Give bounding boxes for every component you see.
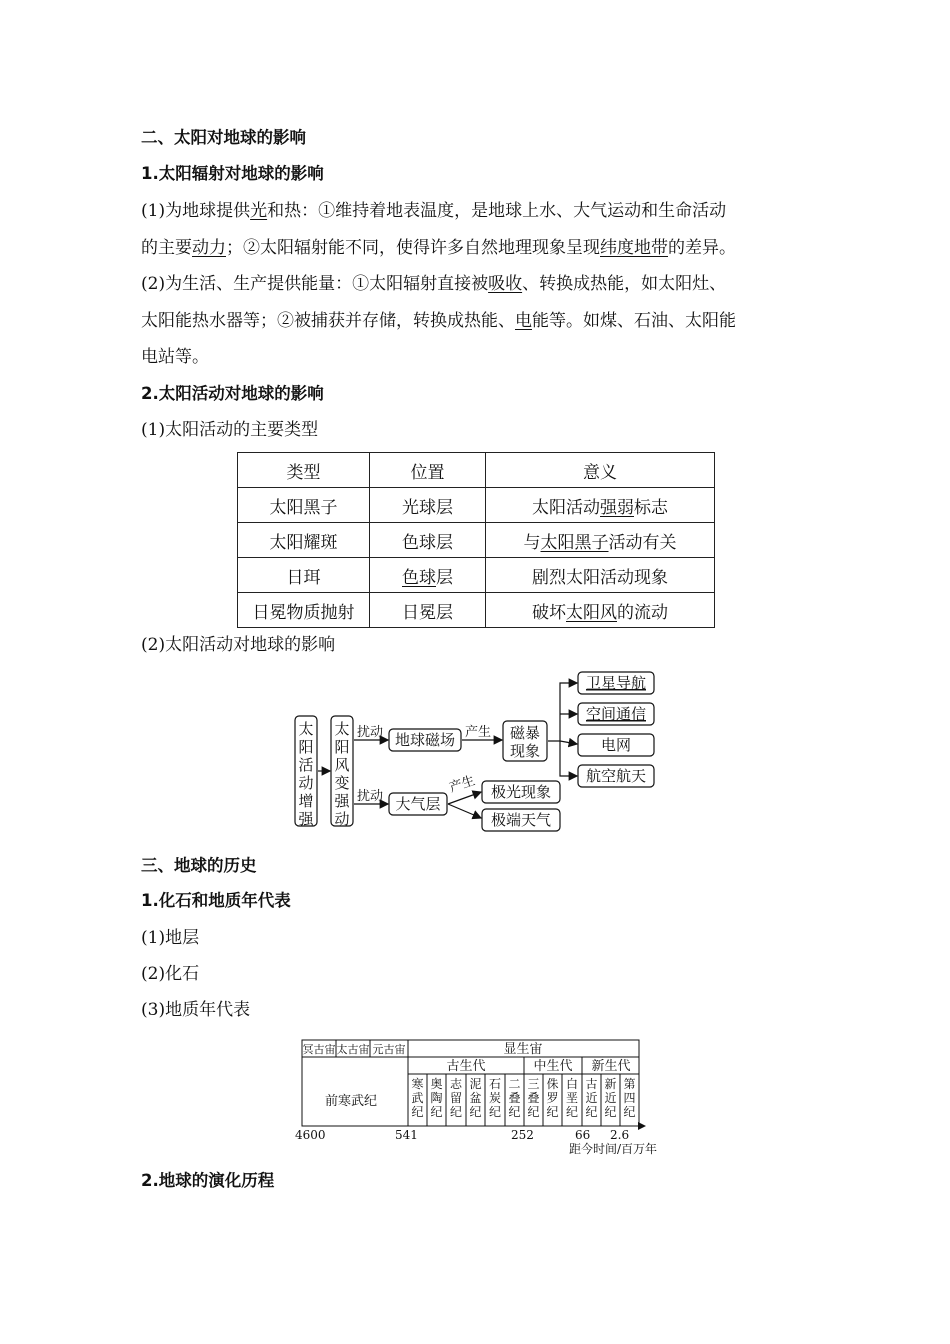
period-label-char: 纪	[430, 1105, 443, 1119]
solar-activity-table	[237, 452, 715, 628]
eon-phanerozoic: 显生宙	[503, 1042, 543, 1057]
period-label-char: 近	[604, 1091, 617, 1105]
item-strata: (1)地层	[141, 928, 200, 948]
effect-satellite-navigation: 卫星导航	[585, 674, 647, 692]
table-row	[238, 593, 715, 628]
period-label-char: 古	[585, 1077, 598, 1091]
era-mesozoic: 中生代	[533, 1059, 573, 1074]
subheading-evolution: 2.地球的演化历程	[141, 1171, 275, 1190]
produce-label-upper: 产生	[465, 725, 492, 740]
axis-label: 距今时间/百万年	[568, 1142, 657, 1156]
period-label-char: 三	[527, 1077, 540, 1091]
table-cell: 光球层	[370, 488, 486, 523]
table-cell: 太阳黑子	[238, 488, 370, 523]
atmosphere-label: 大气层	[395, 795, 441, 813]
period-label-char: 陶	[430, 1091, 443, 1105]
storm-label-line2: 现象	[509, 742, 541, 760]
table-cell: 日冕层	[370, 593, 486, 628]
period-label-char: 炭	[488, 1091, 502, 1105]
box-char: 太	[334, 720, 350, 738]
paragraph-2-line-3: 电站等。	[141, 347, 209, 367]
period-label-char: 纪	[546, 1105, 559, 1119]
table-header: 类型	[238, 453, 370, 488]
box-char: 动	[334, 810, 350, 828]
tick-2.6: 2.6	[610, 1128, 630, 1142]
period-label-char: 叠	[508, 1091, 521, 1105]
table-cell: 太阳耀斑	[238, 523, 370, 558]
disturb-label-upper: 扰动	[357, 725, 384, 740]
paragraph-1-line-2: 的主要动力；②太阳辐射能不同，使得许多自然地理现象呈现纬度地带的差异。	[141, 238, 736, 258]
box-char: 增	[298, 792, 314, 810]
table-cell: 日珥	[238, 558, 370, 593]
period-label-char: 叠	[527, 1091, 540, 1105]
eon-archean: 太古宙	[336, 1043, 370, 1056]
produce-label-lower: 产生	[447, 773, 477, 796]
tick-4600: 4600	[295, 1128, 326, 1142]
period-label-char: 纪	[508, 1105, 521, 1119]
table-cell: 日冕物质抛射	[238, 593, 370, 628]
subheading-activity-effects: (2)太阳活动对地球的影响	[141, 635, 336, 655]
box-char: 强	[298, 810, 314, 828]
period-label-char: 新	[604, 1077, 617, 1091]
section2-heading: 二、太阳对地球的影响	[141, 128, 306, 147]
eon-proterozoic: 元古宙	[372, 1043, 406, 1056]
box-char: 变	[334, 774, 350, 792]
period-label-char: 纪	[469, 1105, 482, 1119]
period-label-char: 纪	[604, 1105, 617, 1119]
era-paleozoic: 古生代	[446, 1059, 486, 1074]
table-cell: 与太阳黑子活动有关	[486, 523, 715, 558]
period-label-char: 留	[449, 1091, 463, 1105]
period-label-char: 纪	[527, 1105, 540, 1119]
tick-541: 541	[395, 1128, 418, 1142]
tick-66: 66	[575, 1128, 591, 1142]
subheading-fossils: 1.化石和地质年代表	[141, 891, 291, 910]
storm-label-line1: 磁暴	[509, 724, 541, 742]
period-label-char: 二	[508, 1077, 521, 1091]
period-label-char: 侏	[546, 1077, 559, 1091]
table-header-row	[238, 453, 715, 488]
period-label-char: 奥	[430, 1077, 443, 1091]
period-label-char: 石	[488, 1077, 502, 1091]
table-cell: 剧烈太阳活动现象	[486, 558, 715, 593]
box-char: 强	[334, 792, 350, 810]
geologic-timescale	[295, 1035, 665, 1157]
table-header: 位置	[370, 453, 486, 488]
extreme-weather-label: 极端天气	[490, 811, 552, 829]
effect-aerospace: 航空航天	[585, 767, 647, 785]
box-char: 风	[334, 756, 350, 774]
effect-space-communication: 空间通信	[585, 705, 647, 723]
magnetic-field-label: 地球磁场	[394, 731, 456, 749]
period-label-char: 白	[565, 1077, 579, 1091]
effect-power-grid: 电网	[600, 736, 632, 754]
period-label-char: 罗	[546, 1091, 559, 1105]
disturb-label-lower: 扰动	[357, 789, 384, 804]
item-fossils: (2)化石	[141, 964, 200, 984]
subheading-activity-types: (1)太阳活动的主要类型	[141, 420, 319, 440]
period-label-char: 纪	[565, 1105, 579, 1119]
paragraph-2-line-1: (2)为生活、生产提供能量：①太阳辐射直接被吸收、转换成热能，如太阳灶、	[141, 274, 727, 294]
period-label-char: 武	[411, 1091, 424, 1105]
period-label-char: 泥	[469, 1077, 482, 1091]
period-label-char: 寒	[411, 1077, 424, 1091]
aurora-label: 极光现象	[490, 783, 552, 801]
paragraph-2-line-2: 太阳能热水器等；②被捕获并存储，转换成热能、电能等。如煤、石油、太阳能	[141, 311, 736, 331]
period-label-char: 近	[585, 1091, 598, 1105]
subheading-solar-activity: 2.太阳活动对地球的影响	[141, 384, 324, 403]
subheading-solar-radiation: 1.太阳辐射对地球的影响	[141, 164, 324, 183]
box-char: 阳	[334, 738, 350, 756]
box-char: 动	[298, 774, 314, 792]
tick-252: 252	[511, 1128, 534, 1142]
period-label-char: 纪	[449, 1105, 463, 1119]
table-row	[238, 523, 715, 558]
period-label-char: 纪	[488, 1105, 502, 1119]
era-cenozoic: 新生代	[591, 1059, 631, 1074]
table-cell: 破坏太阳风的流动	[486, 593, 715, 628]
period-label-char: 纪	[623, 1105, 636, 1119]
period-label-char: 纪	[411, 1105, 424, 1119]
box-char: 活	[298, 756, 314, 774]
period-label-char: 纪	[585, 1105, 598, 1119]
paragraph-1-line-1: (1)为地球提供光和热：①维持着地表温度，是地球上水、大气运动和生命活动	[141, 201, 727, 221]
table-cell: 色球层	[370, 523, 486, 558]
period-label-char: 志	[449, 1077, 463, 1091]
solar-activity-flow-diagram	[285, 664, 675, 834]
eon-hadean: 冥古宙	[302, 1043, 336, 1056]
precambrian-label: 前寒武纪	[324, 1094, 378, 1109]
table-row	[238, 488, 715, 523]
section3-heading: 三、地球的历史	[141, 856, 257, 875]
item-timescale: (3)地质年代表	[141, 1000, 251, 1020]
period-label-char: 盆	[469, 1091, 482, 1105]
box-char: 太	[298, 720, 314, 738]
box-char: 阳	[298, 738, 314, 756]
table-row	[238, 558, 715, 593]
period-label-char: 垩	[565, 1091, 579, 1105]
period-label-char: 第	[623, 1077, 636, 1091]
table-cell: 太阳活动强弱标志	[486, 488, 715, 523]
table-cell: 色球层	[370, 558, 486, 593]
period-label-char: 四	[623, 1091, 636, 1105]
table-header: 意义	[486, 453, 715, 488]
